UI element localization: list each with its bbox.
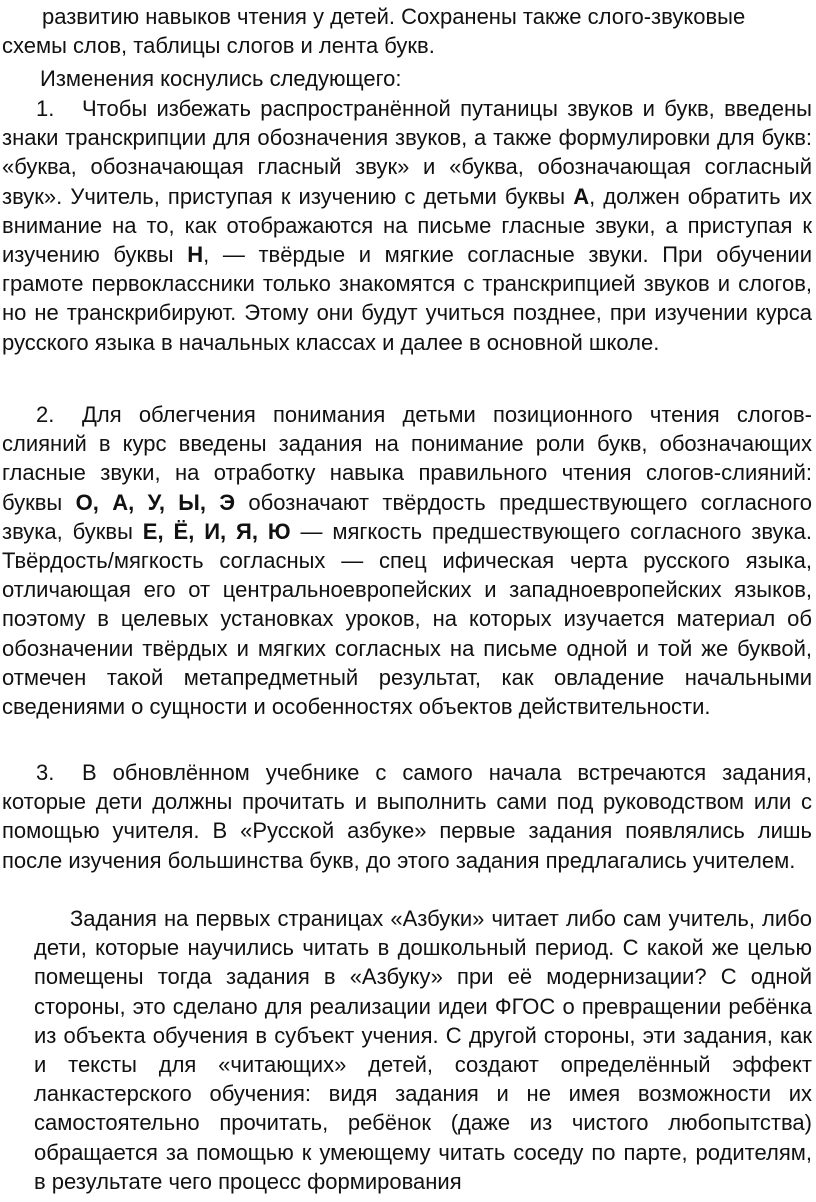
text-run: , — твёрдые и мягкие согласные звуки. При обучении грамоте первоклассники только знакомятся с транскрипцией звуков и слогов, но не транскрибируют. Этому они будут учиться позднее, при изучении курса русского языка в начальных классах и далее в основной школе. xyxy=(2,242,813,355)
bold-letter: Н xyxy=(187,242,204,268)
text-run: Для облегчения понимания детьми позиционного чтения слогов-слияний в курс введены задания на понимание роли букв, обозначающих гласные звуки, на отработку навыка правильного чтения слогов-слияний: буквы xyxy=(2,402,812,515)
list-item-2 xyxy=(2,400,812,721)
bold-letter: А xyxy=(573,183,590,209)
bold-letters: Е, Ё, И, Я, Ю xyxy=(142,518,291,544)
list-number: 1. xyxy=(36,96,55,121)
text-run: развитию навыков чтения у детей. Сохранены также слого-звуковые схемы слов, таблицы слогов и лента букв. xyxy=(2,4,746,59)
text-run: , должен обратить их внимание на то, как отображаются на письме гласные звуки, а приступая к изучению буквы xyxy=(2,183,812,268)
list-item-3 xyxy=(2,758,812,875)
text-run: Изменения коснулись следующего: xyxy=(40,66,402,91)
text-run: Задания на первых страницах «Азбуки» читает либо сам учитель, либо дети, которые научились читать в дошкольный период. С какой же целью помещены тогда задания в «Азбуку» при её модернизации? С одной стороны, это сделано для реализации идеи ФГОС о превращении ребёнка из объекта обучения в субъект учения. С другой стороны, эти задания, как и тексты для «читающих» детей, создают определённый эффект ланкастерского обучения: видя задания и не имея возможности их самостоятельно прочитать, ребёнок (даже из чистого любопытства) обращается за помощью к умеющему читать соседу по парте, родителям, в результате чего процесс формирования xyxy=(34,906,812,1194)
text-run: В обновлённом учебнике с самого начала встречаются задания, которые дети должны прочитать и выполнить сами под руководством или с помощью учителя. В «Русской азбуке» первые задания появлялись лишь после изучения большинства букв, до этого задания предлагались учителем. xyxy=(2,760,812,873)
bold-letters: О, А, У, Ы, Э xyxy=(75,489,235,515)
paragraph-tasks xyxy=(34,904,812,1196)
list-number: 3. xyxy=(36,760,55,785)
text-run: — мягкость предшествующего согласного звука. Твёрдость/мягкость согласных — спец ифическая черта русского языка, отличающая его от центральноевропейских и западноевропейских языков, поэтому в целевых установках уроков, на которых изучается материал об обозначении твёрдых и мягких согласных на письме одной и той же буквой, отмечен такой метапредметный результат, как овладение начальными сведениями о сущности и особенностях объектов действительности. xyxy=(2,518,813,720)
paragraph-changes-heading xyxy=(40,64,810,93)
list-number: 2. xyxy=(36,402,55,427)
paragraph-intro xyxy=(2,2,812,60)
text-run: обозначают твёрдость предшествующего согласного звука, буквы xyxy=(2,489,812,544)
list-item-1 xyxy=(2,94,812,357)
text-run: Чтобы избежать распространённой путаницы звуков и букв, введены знаки транскрипции для обозначения звуков, а также формулировки для букв: «буква, обозначающая гласный звук» и «буква, обозначающая согласный звук». Учитель, приступая к изучению с детьми буквы xyxy=(2,96,812,209)
